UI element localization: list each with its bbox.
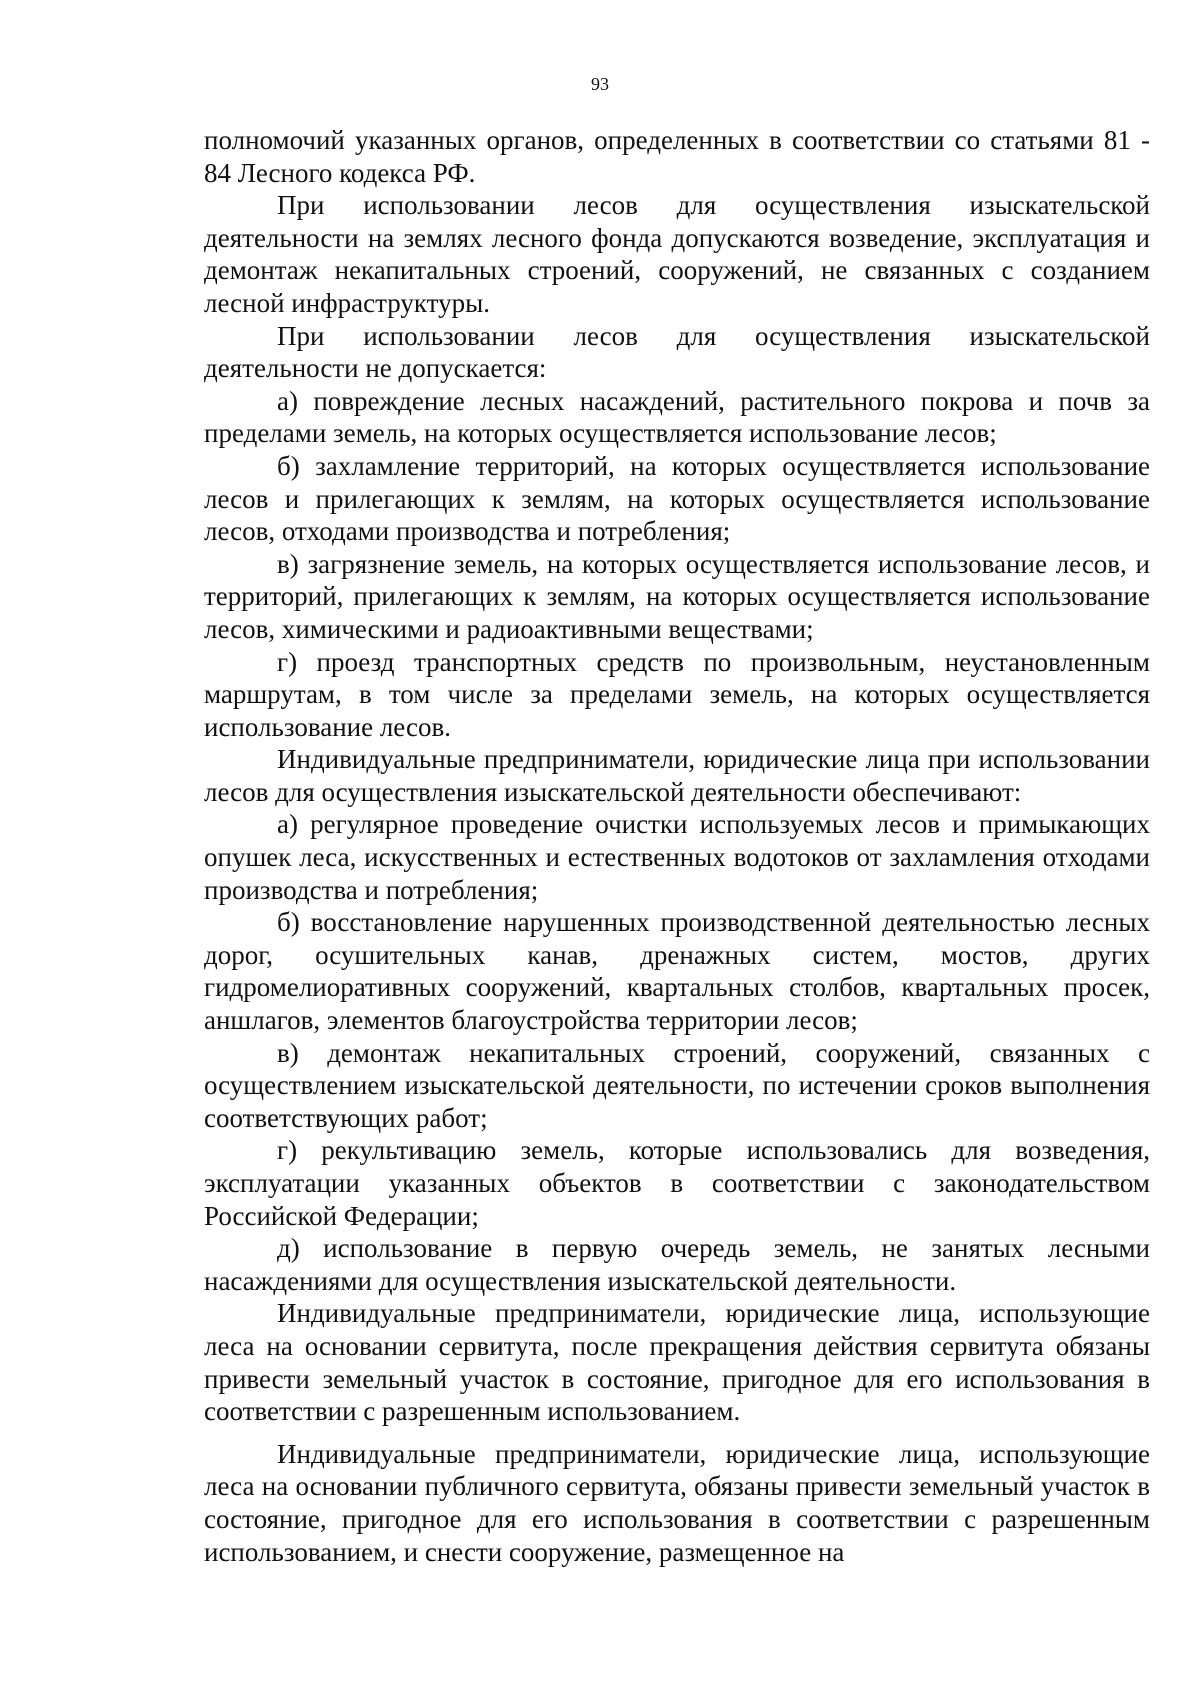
- list-item-obligation-b: б) восстановление нарушенных производственной деятельностью лесных дорог, осушительных канав, дренажных систем, мостов, других гидромелиоративных сооружений, квартальных столбов, квартальных просек, аншлагов, элементов благоустройства территории лесов;: [204, 907, 1150, 1036]
- list-item-prohibition-v: в) загрязнение земель, на которых осуществляется использование лесов, и территорий, прилегающих к землям, на которых осуществляется использование лесов, химическими и радиоактивными веществами;: [204, 548, 1150, 644]
- document-body: [204, 124, 1150, 1568]
- page-number: 93: [591, 74, 609, 94]
- list-item-prohibition-a: а) повреждение лесных насаждений, растительного покрова и почв за пределами земель, на которых осуществляется использование лесов;: [204, 385, 1150, 449]
- paragraph-public-servitude: Индивидуальные предприниматели, юридические лица, использующие леса на основании публичного сервитута, обязаны привести земельный участок в состояние, пригодное для его использования в соответствии с разрешенным использованием, и снести сооружение, размещенное на: [204, 1438, 1150, 1567]
- list-item-obligation-d: д) использование в первую очередь земель, не занятых лесными насаждениями для осуществления изыскательской деятельности.: [204, 1233, 1150, 1296]
- list-item-prohibition-g: г) проезд транспортных средств по произвольным, неустановленным маршрутам, в том числе за пределами земель, на которых осуществляется использование лесов.: [204, 646, 1150, 742]
- list-item-obligation-v: в) демонтаж некапитальных строений, сооружений, связанных с осуществлением изыскательской деятельности, по истечении сроков выполнения соответствующих работ;: [204, 1037, 1150, 1133]
- list-item-obligation-a: а) регулярное проведение очистки используемых лесов и примыкающих опушек леса, искусственных и естественных водотоков от захламления отходами производства и потребления;: [204, 809, 1150, 905]
- paragraph-prohibitions-intro: При использовании лесов для осуществления изыскательской деятельности не допускается:: [204, 320, 1150, 384]
- list-item-obligation-g: г) рекультивацию земель, которые использовались для возведения, эксплуатации указанных объектов в соответствии с законодательством Российской Федерации;: [204, 1135, 1150, 1231]
- paragraph-obligations-intro: Индивидуальные предприниматели, юридические лица при использовании лесов для осуществления изыскательской деятельности обеспечивают:: [204, 744, 1150, 807]
- paragraph-servitude: Индивидуальные предприниматели, юридические лица, использующие леса на основании сервитута, после прекращения действия сервитута обязаны привести земельный участок в состояние, пригодное для его использования в соответствии с разрешенным использованием.: [204, 1298, 1150, 1427]
- list-item-prohibition-b: б) захламление территорий, на которых осуществляется использование лесов и прилегающих к землям, на которых осуществляется использование лесов, отходами производства и потребления;: [204, 450, 1150, 547]
- paragraph-allowed-structures: При использовании лесов для осуществления изыскательской деятельности на землях лесного фонда допускаются возведение, эксплуатация и демонтаж некапитальных строений, сооружений, не связанных с созданием лесной инфраструктуры.: [204, 190, 1150, 318]
- paragraph-continuation: полномочий указанных органов, определенных в соответствии со статьями 81 - 84 Лесного кодекса РФ.: [204, 125, 1150, 188]
